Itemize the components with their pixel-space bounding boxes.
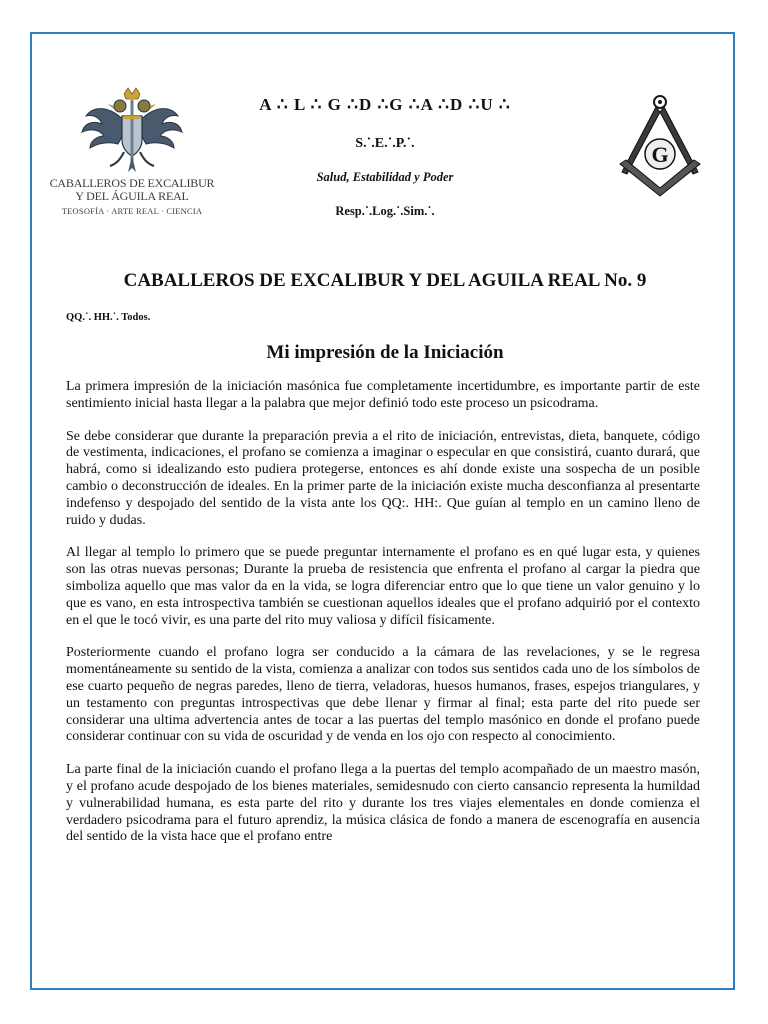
double-headed-eagle-sword-emblem-icon bbox=[44, 86, 220, 176]
lodge-name-heading: CABALLEROS DE EXCALIBUR Y DEL AGUILA REAL No. 9 bbox=[123, 270, 647, 291]
lodge-logo bbox=[44, 86, 220, 240]
paragraph: Al llegar al templo lo primero que se puede preguntar internamente el profano es en qué lugar esta, y quienes son las otras nuevas personas; Durante la prueba de resistencia que enfrenta el profano al cargar la piedra que simboliza aquello que mas valor da en la vida, se logra diferenciar entro que lo que tiene un valor genuino y lo que es vano, en esta introspectiva también se cuestionan aquellos ideales que el profano adquirió por el contexto en el que le tocó vivir, es una parte del rito muy valiosa y difícil físicamente. bbox=[66, 545, 700, 628]
paragraph: La primera impresión de la iniciación masónica fue completamente incertidumbre, es importante partir de este sentimiento inicial hasta llegar a la palabra que mejor definió todo este proceso un psicodrama. bbox=[66, 379, 700, 411]
header-salud-line: Salud, Estabilidad y Poder bbox=[316, 170, 454, 184]
logo-text-line-3: TEOSOFÍA · ARTE REAL · CIENCIA bbox=[61, 206, 203, 216]
logo-text-line-1: CABALLEROS DE EXCALIBUR bbox=[49, 176, 215, 190]
paragraph: Posteriormente cuando el profano logra ser conducido a la cámara de las revelaciones, y se le regresa momentáneamente su sentido de la vista, comienza a analizar con todos sus sentidos cada uno de los símbolos de ese cuarto pequeño de negras paredes, lleno de tierra, veladoras, huesos humanos, frases, espejos triangulares, y un testamento con preguntas introspectivas que debe llenar y firmar al final; esta parte del rito puede ser considerar una ultima advertencia antes de tocar a las puertas del templo masónico en donde el profano puede considerar continuar con su vida de oscuridad y de venda en los ojo con respecto al conocimiento. bbox=[66, 645, 700, 745]
square-and-compass-g-icon bbox=[612, 92, 708, 202]
header-motto-line: A ∴ L ∴ G ∴D ∴G ∴A ∴D ∴U ∴ bbox=[259, 95, 511, 114]
masonic-emblem bbox=[612, 92, 708, 202]
greeting-text: QQ.˙. HH.˙. Todos. bbox=[66, 312, 151, 323]
header-sep-line: S.˙.E.˙.P.˙. bbox=[355, 136, 415, 151]
document-title: Mi impresión de la Iniciación bbox=[266, 342, 504, 363]
header-resp-log-line: Resp.˙.Log.˙.Sim.˙. bbox=[335, 204, 435, 218]
svg-text:G: G bbox=[651, 142, 669, 167]
paragraph: La parte final de la iniciación cuando el profano llega a la puertas del templo acompañado de un maestro masón, y el profano acude despojado de los bienes materiales, semidesnudo con cierto cansancio representa la humildad y vulnerabilidad humana, es esta parte del rito y durante los tres viajes elementales en donde comienza el verdadero psicodrama para el futuro aprendiz, la música clásica de fondo a manera de escenografía en ausencia del sentido de la vista hace que el profano entre bbox=[66, 762, 700, 845]
document-body bbox=[66, 379, 700, 862]
logo-text-line-2: Y DEL ÁGUILA REAL bbox=[75, 189, 189, 203]
paragraph: Se debe considerar que durante la preparación previa a el rito de iniciación, entrevistas, dieta, banquete, código de vestimenta, indicaciones, el profano se comienza a imaginar o especular en que consistirá, cuanto durará, que habrá, como si idealizando esto pudiera protegerse, entonces es ahí donde existe una sospecha de un posible cambio o deconstrucción de ideales. En la primer parte de la iniciación existe mucha desconfianza al presentarte indefenso y despojado del sentido de la vista ante los QQ:. HH:. Que guían al templo en un camino lleno de ruido y dudas. bbox=[66, 428, 700, 528]
